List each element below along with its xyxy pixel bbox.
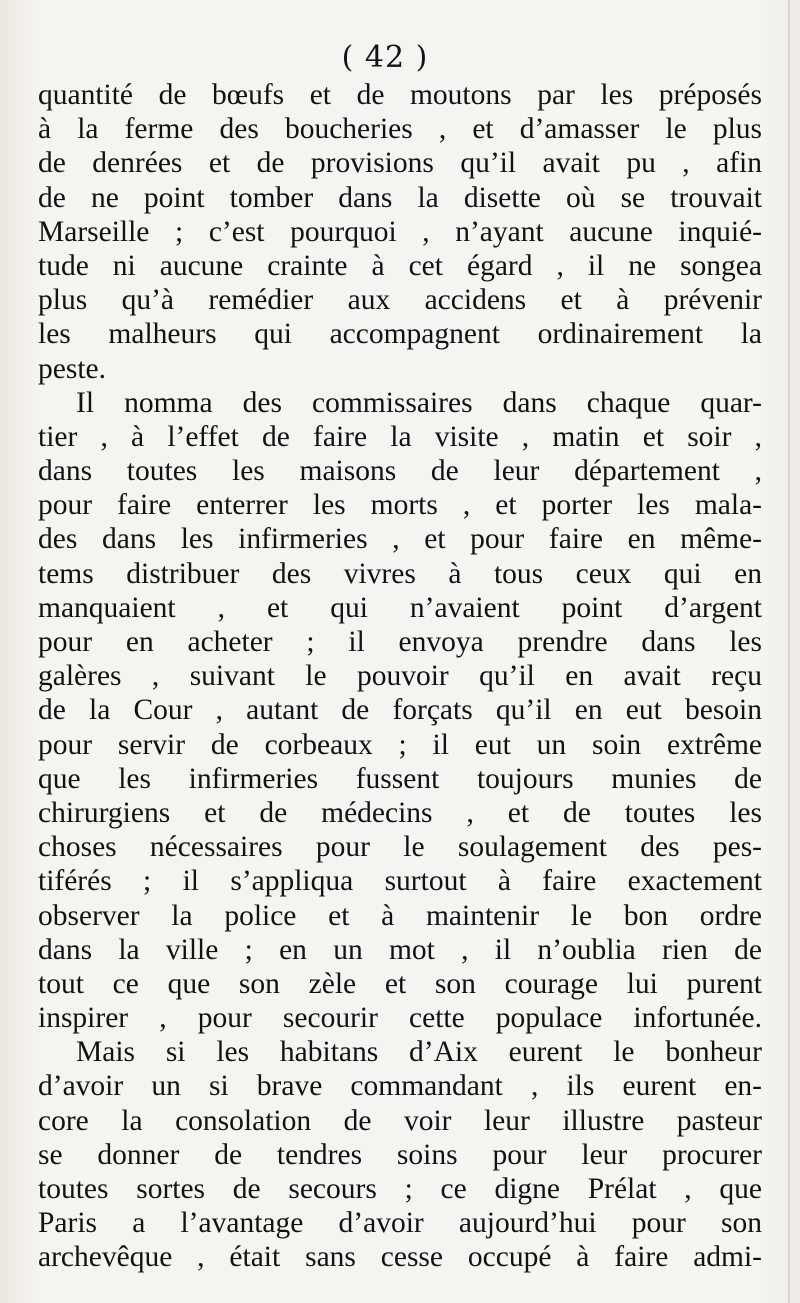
text-line: se donner de tendres soins pour leur procurer (38, 1138, 762, 1171)
text-line: dans la ville ; en un mot , il n’oublia rien de (38, 933, 762, 966)
text-line: à la ferme des boucheries , et d’amasser le plus (38, 113, 762, 146)
text-line: manquaient , et qui n’avaient point d’argent (38, 591, 762, 624)
text-line: dans toutes les maisons de leur département , (38, 455, 762, 488)
text-line: chirurgiens et de médecins , et de toutes les (38, 796, 762, 829)
text-line: Mais si les habitans d’Aix eurent le bonheur (76, 1036, 762, 1069)
text-line: toutes sortes de secours ; ce digne Prélat , que (38, 1173, 762, 1205)
text-line: observer la police et à maintenir le bon ordre (38, 899, 762, 932)
text-line: de ne point tomber dans la disette où se trouvait (38, 181, 762, 214)
text-line: galères , suivant le pouvoir qu’il en avait reçu (38, 660, 762, 693)
text-line: d’avoir un si brave commandant , ils eurent en- (38, 1070, 762, 1103)
text-line: core la consolation de voir leur illustre pasteur (38, 1104, 762, 1137)
text-line: tout ce que son zèle et son courage lui purent (38, 967, 762, 1000)
text-line: plus qu’à remédier aux accidens et à prévenir (38, 284, 762, 317)
text-line: inspirer , pour secourir cette populace infortunée. (38, 1002, 762, 1035)
text-line: pour en acheter ; il envoya prendre dans les (38, 626, 762, 658)
text-line: que les infirmeries fussent toujours munies de (38, 762, 762, 795)
text-line: de denrées et de provisions qu’il avait pu , afin (38, 147, 762, 180)
text-line: archevêque , était sans cesse occupé à faire admi- (38, 1241, 762, 1274)
body-text (38, 78, 762, 1275)
text-line: de la Cour , autant de forçats qu’il en eut besoin (38, 694, 762, 727)
text-line: Marseille ; c’est pourquoi , n’ayant aucune inquié- (38, 215, 762, 248)
text-line: choses nécessaires pour le soulagement des pes- (38, 831, 762, 864)
text-line: pour servir de corbeaux ; il eut un soin extrême (38, 728, 762, 761)
page-number: ( 42 ) (341, 40, 429, 75)
text-line: tems distribuer des vivres à tous ceux qui en (38, 557, 762, 590)
text-line: peste. (38, 352, 106, 385)
text-line: tier , à l’effet de faire la visite , matin et soir , (38, 420, 762, 453)
text-line: tiférés ; il s’appliqua surtout à faire exactement (38, 865, 762, 898)
text-line: les malheurs qui accompagnent ordinairement la (38, 318, 762, 351)
text-line: quantité de bœufs et de moutons par les préposés (38, 79, 762, 111)
page-edge (788, 0, 790, 1303)
text-line: Paris a l’avantage d’avoir aujourd’hui pour son (38, 1207, 762, 1240)
text-line: tude ni aucune crainte à cet égard , il ne songea (38, 249, 762, 282)
text-line: des dans les infirmeries , et pour faire en même- (38, 523, 762, 556)
text-line: pour faire enterrer les morts , et porter les mala- (38, 489, 762, 522)
text-line: Il nomma des commissaires dans chaque quar- (76, 386, 762, 419)
